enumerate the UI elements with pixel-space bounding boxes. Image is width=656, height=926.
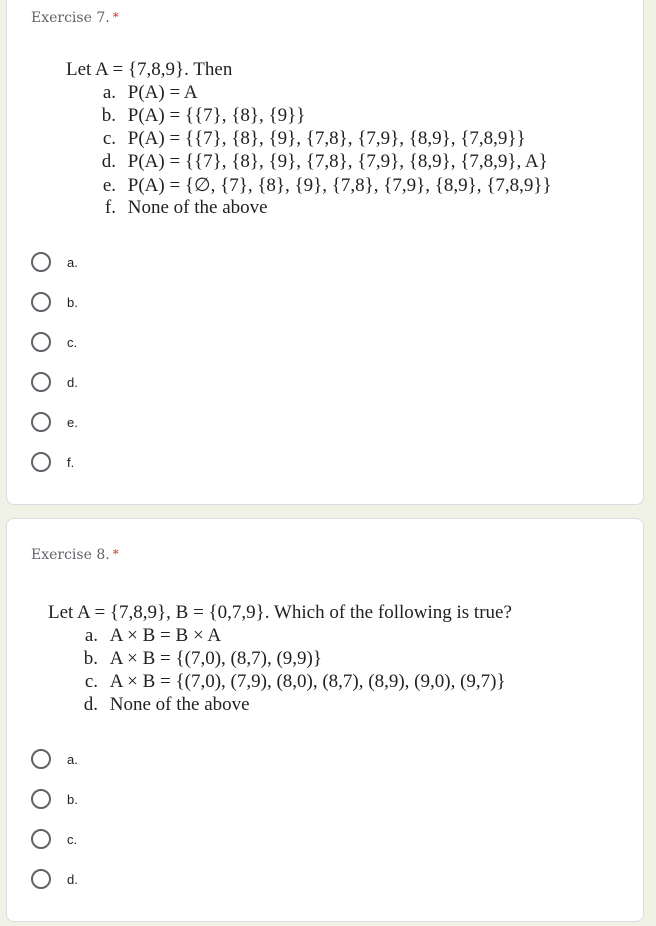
radio-option-d[interactable] — [31, 370, 78, 394]
radio-option-a[interactable] — [31, 747, 78, 771]
radio-option-label: c. — [67, 334, 78, 350]
choice-line-d: d. P(A) = {{7}, {8}, {9}, {7,8}, {7,9}, {8,9}, {7,8,9}, A} — [101, 151, 548, 172]
radio-button[interactable] — [31, 829, 51, 849]
radio-button[interactable] — [31, 292, 51, 312]
radio-option-label: b. — [67, 294, 78, 310]
radio-option-label: f. — [67, 454, 75, 470]
choice-line-c: c. P(A) = {{7}, {8}, {9}, {7,8}, {7,9}, {8,9}, {7,8,9}} — [102, 128, 526, 149]
radio-option-label: e. — [67, 414, 78, 430]
radio-option-label: c. — [67, 831, 78, 847]
required-asterisk: * — [112, 547, 119, 561]
question-title — [31, 10, 119, 26]
radio-option-label: d. — [67, 374, 78, 390]
radio-option-e[interactable] — [31, 410, 78, 434]
question-card-7 — [6, 0, 644, 505]
choice-line-a: a. P(A) = A — [102, 82, 198, 103]
choice-line-b: b. A × B = {(7,0), (8,7), (9,9)} — [83, 648, 322, 669]
radio-option-b[interactable] — [31, 290, 78, 314]
radio-option-c[interactable] — [31, 827, 77, 851]
radio-button[interactable] — [31, 412, 51, 432]
radio-button[interactable] — [31, 372, 51, 392]
radio-option-a[interactable] — [31, 250, 78, 274]
required-asterisk: * — [112, 10, 119, 24]
radio-button[interactable] — [31, 869, 51, 889]
radio-option-label: b. — [67, 791, 78, 807]
radio-option-b[interactable] — [31, 787, 78, 811]
radio-button[interactable] — [31, 332, 51, 352]
choice-line-e: e. P(A) = {∅, {7}, {8}, {9}, {7,8}, {7,9}, {8,9}, {7,8,9}} — [102, 175, 552, 196]
radio-option-label: d. — [67, 871, 78, 887]
stem-intro: Let A = {7,8,9}. Then — [66, 59, 233, 80]
radio-option-label: a. — [67, 254, 78, 270]
radio-button[interactable] — [31, 789, 51, 809]
radio-option-d[interactable] — [31, 867, 78, 891]
question-title — [31, 547, 119, 563]
radio-option-f[interactable] — [31, 450, 74, 474]
choice-line-d: d. None of the above — [83, 694, 250, 715]
choice-line-f: f. None of the above — [104, 197, 268, 218]
radio-button[interactable] — [31, 252, 51, 272]
choice-line-b: b. P(A) = {{7}, {8}, {9}} — [101, 105, 306, 126]
radio-button[interactable] — [31, 749, 51, 769]
question-title-text: Exercise 8. — [31, 547, 110, 563]
choice-line-a: a. A × B = B × A — [84, 625, 222, 646]
radio-option-label: a. — [67, 751, 78, 767]
radio-option-c[interactable] — [31, 330, 77, 354]
stem-intro: Let A = {7,8,9}, B = {0,7,9}. Which of the following is true? — [48, 602, 512, 623]
question-title-text: Exercise 7. — [31, 10, 110, 26]
choice-line-c: c. A × B = {(7,0), (7,9), (8,0), (8,7), (8,9), (9,0), (9,7)} — [84, 671, 506, 692]
radio-button[interactable] — [31, 452, 51, 472]
question-card-8 — [6, 518, 644, 922]
